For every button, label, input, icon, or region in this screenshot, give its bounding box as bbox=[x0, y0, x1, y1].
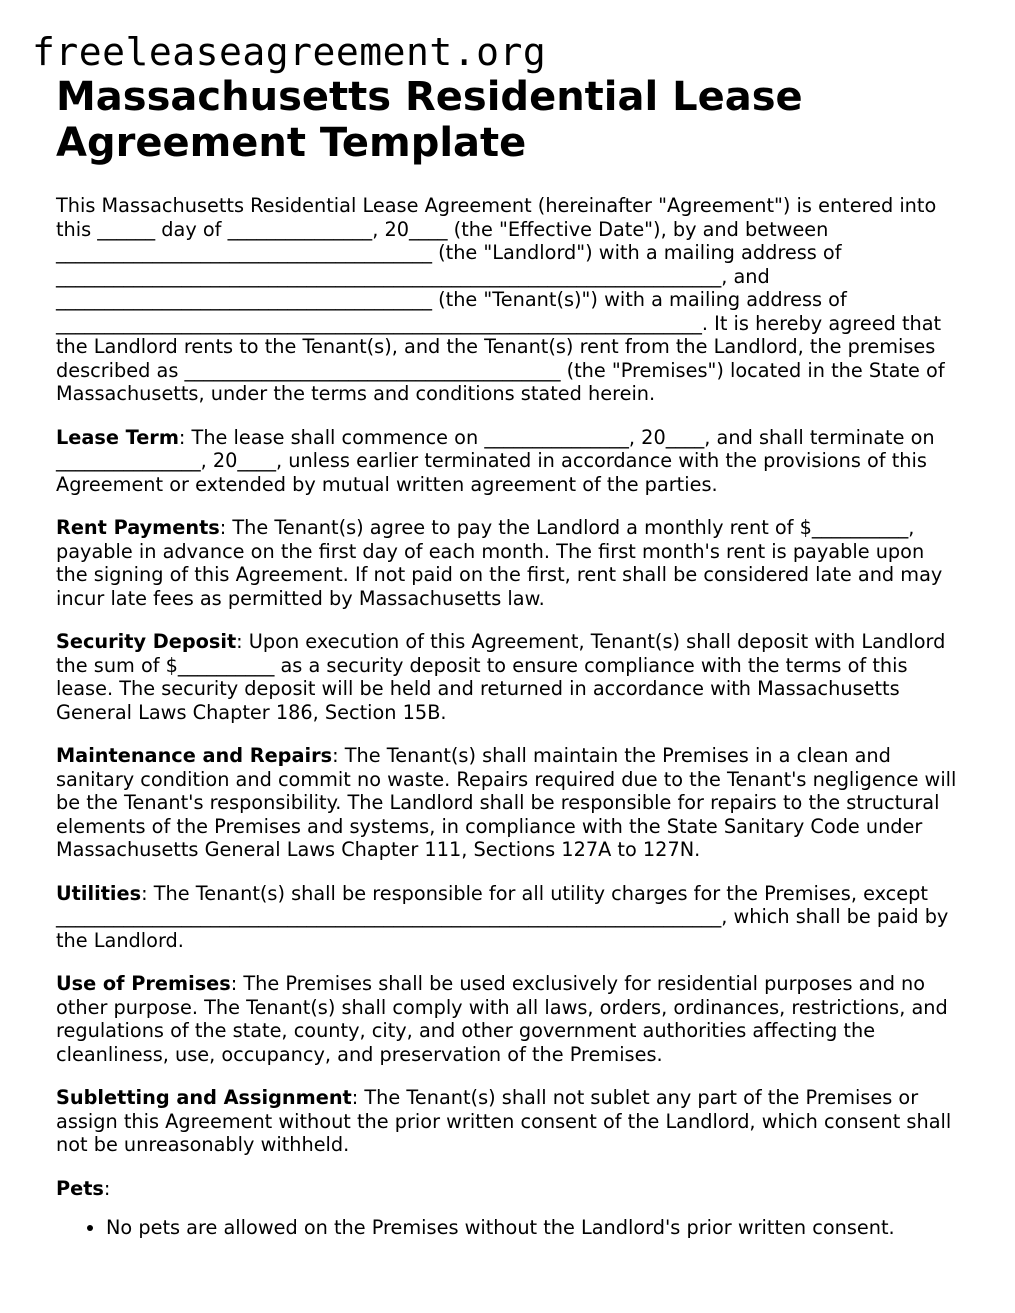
section-text: : bbox=[103, 1176, 111, 1200]
section-subletting-assignment bbox=[56, 1086, 961, 1157]
section-heading: Subletting and Assignment bbox=[56, 1086, 352, 1109]
section-heading: Lease Term bbox=[56, 425, 179, 449]
section-heading: Rent Payments bbox=[56, 516, 220, 539]
section-pets bbox=[56, 1177, 961, 1201]
section-utilities bbox=[56, 882, 961, 953]
section-lease-term bbox=[56, 426, 961, 497]
section-rent-payments bbox=[56, 516, 961, 610]
site-watermark: freeleaseagreement.org bbox=[32, 30, 547, 74]
intro-paragraph: This Massachusetts Residential Lease Agreement (hereinafter "Agreement") is entered into this ______ day of _______________, 20____ (the "Effective Date"), by and between _______________________________________ (the "Landlord") with a mailing address of _____________________________________________________________________, and _______________________________________ (the "Tenant(s)") with a mailing address of ___________________________________________________________________. It is hereby agreed that the Landlord rents to the Tenant(s), and the Tenant(s) rent from the Landlord, the premises described as _______________________________________ (the "Premises") located in the State of Massachusetts, under the terms and conditions stated herein. bbox=[56, 194, 945, 405]
section-security-deposit bbox=[56, 630, 961, 724]
section-text: : The Tenant(s) shall maintain the Premises in a clean and sanitary condition and commit no waste. Repairs required due to the Tenant's negligence will be the Tenant's responsibility. The Landlord shall be responsible for repairs to the structural elements of the Premises and systems, in compliance with the State Sanitary Code under Massachusetts General Laws Chapter 111, Sections 127A to 127N. bbox=[56, 744, 957, 861]
section-text: : The lease shall commence on _______________, 20____, and shall terminate on _______________, 20____, unless earlier terminated in accordance with the provisions of this Agreement or extended by mutual written agreement of the parties. bbox=[56, 425, 935, 496]
section-text: : The Tenant(s) agree to pay the Landlord a monthly rent of $__________, payable in advance on the first day of each month. The first month's rent is payable upon the signing of this Agreement. If not paid on the first, rent shall be considered late and may incur late fees as permitted by Massachusetts law. bbox=[56, 516, 943, 610]
list-item: • No pets are allowed on the Premises without the Landlord's prior written consent. bbox=[106, 1216, 961, 1240]
section-text: : The Tenant(s) shall not sublet any part of the Premises or assign this Agreement without the prior written consent of the Landlord, which consent shall not be unreasonably withheld. bbox=[56, 1086, 952, 1156]
section-text: : The Premises shall be used exclusively for residential purposes and no other purpose. The Tenant(s) shall comply with all laws, orders, ordinances, restrictions, and regulations of the state, county, city, and other government authorities affecting the cleanliness, use, occupancy, and preservation of the Premises. bbox=[56, 972, 948, 1066]
section-use-of-premises bbox=[56, 972, 961, 1066]
section-text: : Upon execution of this Agreement, Tenant(s) shall deposit with Landlord the sum of $__________ as a security deposit to ensure compliance with the terms of this lease. The security deposit will be held and returned in accordance with Massachusetts General Laws Chapter 186, Section 15B. bbox=[56, 630, 946, 724]
pets-list bbox=[56, 1216, 961, 1240]
section-heading: Utilities bbox=[56, 881, 142, 905]
section-heading: Use of Premises bbox=[56, 972, 231, 995]
document-title: Massachusetts Residential Lease Agreement Template bbox=[56, 74, 803, 166]
section-heading: Maintenance and Repairs bbox=[56, 744, 333, 767]
section-heading: Security Deposit bbox=[56, 630, 237, 653]
section-heading: Pets bbox=[56, 1176, 104, 1200]
section-maintenance-repairs bbox=[56, 744, 961, 862]
section-text: : The Tenant(s) shall be responsible for all utility charges for the Premises, except _____________________________________________________________________, which shall be paid by the Landlord. bbox=[56, 881, 949, 952]
lease-document bbox=[56, 74, 961, 1240]
